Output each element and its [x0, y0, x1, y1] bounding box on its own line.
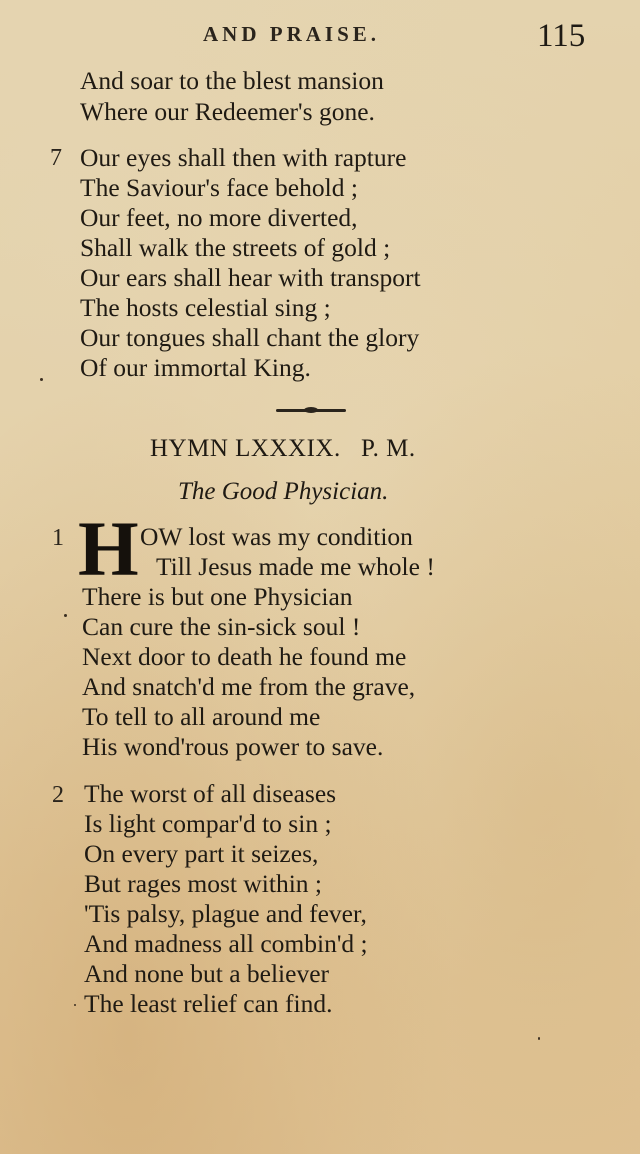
page-number: 115	[537, 18, 586, 54]
verse-line: But rages most within ;	[84, 869, 322, 898]
stanza-number: 2	[52, 782, 64, 808]
verse-line: The Saviour's face behold ;	[80, 173, 358, 202]
verse-line: Till Jesus made me whole !	[156, 552, 435, 581]
verse-line: And snatch'd me from the grave,	[82, 672, 416, 701]
verse-line: Our eyes shall then with rapture	[80, 143, 407, 172]
verse-line: Is light compar'd to sin ;	[84, 809, 332, 838]
verse-line: Our feet, no more diverted,	[80, 203, 358, 232]
verse-line: Of our immortal King.	[80, 353, 311, 382]
verse-line: The hosts celestial sing ;	[80, 293, 331, 322]
stanza-number: 1	[52, 525, 64, 551]
stanza-number: 7	[50, 145, 62, 171]
verse-line: Next door to death he found me	[82, 642, 407, 671]
verse-line: To tell to all around me	[82, 702, 321, 731]
verse-line: 'Tis palsy, plague and fever,	[84, 899, 367, 928]
verse-line: His wond'rous power to save.	[82, 732, 384, 761]
paper-speck	[74, 1004, 76, 1006]
drop-cap: H	[78, 505, 139, 592]
verse-line: Can cure the sin-sick soul !	[82, 612, 361, 641]
verse-line: And soar to the blest mansion	[80, 66, 384, 95]
verse-line: And none but a believer	[84, 959, 330, 988]
hymn-subtitle: The Good Physician.	[178, 478, 389, 505]
verse-line: And madness all combin'd ;	[84, 929, 368, 958]
ornamental-divider	[276, 409, 346, 412]
verse-line: Shall walk the streets of gold ;	[80, 233, 391, 262]
paper-speck	[538, 1037, 540, 1040]
verse-line: The worst of all diseases	[84, 779, 337, 808]
running-head: AND PRAISE.	[203, 22, 381, 46]
hymn-title: HYMN LXXXIX. P. M.	[150, 435, 416, 462]
verse-line: On every part it seizes,	[84, 839, 319, 868]
verse-line: Our ears shall hear with transport	[80, 263, 421, 292]
paper-speck	[64, 614, 67, 617]
verse-line: Where our Redeemer's gone.	[80, 97, 375, 126]
verse-line: Our tongues shall chant the glory	[80, 323, 420, 352]
verse-line: OW lost was my condition	[140, 522, 413, 551]
paper-speck	[40, 378, 43, 381]
verse-line: The least relief can find.	[84, 989, 333, 1018]
verse-line: There is but one Physician	[82, 582, 353, 611]
